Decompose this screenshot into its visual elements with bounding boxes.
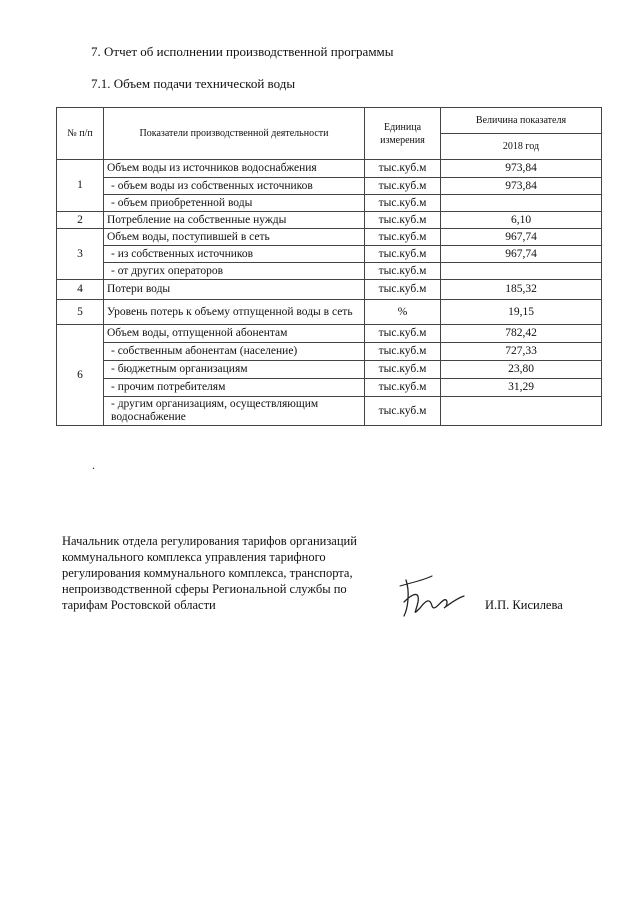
section-heading: 7. Отчет об исполнении производственной программы: [91, 44, 394, 59]
row-indicator: - собственным абонентам (население): [104, 343, 365, 361]
row-value: 967,74: [441, 246, 602, 263]
table-row: [57, 178, 602, 195]
header-num: № п/п: [57, 108, 104, 160]
row-value: 973,84: [441, 160, 602, 178]
row-value: [441, 263, 602, 280]
signatory-name: И.П. Кисилева: [485, 598, 563, 612]
table-row: [57, 280, 602, 300]
table-row: [57, 212, 602, 229]
row-indicator: - бюджетным организациям: [104, 361, 365, 379]
water-supply-table: [56, 107, 602, 426]
row-value: 727,33: [441, 343, 602, 361]
row-value: 6,10: [441, 212, 602, 229]
row-number: 5: [57, 300, 104, 325]
row-number: 4: [57, 280, 104, 300]
row-value: 185,32: [441, 280, 602, 300]
signatory-position: Начальник отдела регулирования тарифов организаций коммунального комплекса управления тарифного регулирования коммунального комплекса, транспорта, непроизводственной сферы Региональной службы по тарифам Ростовской области: [62, 534, 357, 612]
row-unit: тыс.куб.м: [365, 280, 441, 300]
row-number: 2: [57, 212, 104, 229]
row-unit: тыс.куб.м: [365, 212, 441, 229]
row-unit: тыс.куб.м: [365, 160, 441, 178]
row-value: 782,42: [441, 325, 602, 343]
row-indicator: Уровень потерь к объему отпущенной воды в сеть: [104, 300, 365, 325]
table-row: [57, 195, 602, 212]
row-indicator: - объем воды из собственных источников: [104, 178, 365, 195]
row-indicator: - прочим потребителям: [104, 379, 365, 397]
row-unit: тыс.куб.м: [365, 397, 441, 426]
table-row: [57, 343, 602, 361]
row-number: 3: [57, 229, 104, 280]
row-unit: тыс.куб.м: [365, 263, 441, 280]
row-indicator: - объем приобретенной воды: [104, 195, 365, 212]
row-value: 19,15: [441, 300, 602, 325]
row-unit: тыс.куб.м: [365, 178, 441, 195]
row-value: 973,84: [441, 178, 602, 195]
stray-dot: .: [92, 458, 95, 472]
row-indicator: Объем воды, поступившей в сеть: [104, 229, 365, 246]
table-row: [57, 160, 602, 178]
row-unit: тыс.куб.м: [365, 325, 441, 343]
row-indicator: Объем воды, отпущенной абонентам: [104, 325, 365, 343]
row-indicator: - из собственных источников: [104, 246, 365, 263]
row-value: 31,29: [441, 379, 602, 397]
table-row: [57, 300, 602, 325]
table-row: [57, 246, 602, 263]
table-row: [57, 361, 602, 379]
row-indicator: - другим организациям, осуществляющим водоснабжение: [104, 397, 365, 426]
subsection-heading: 7.1. Объем подачи технической воды: [91, 76, 296, 91]
row-unit: тыс.куб.м: [365, 361, 441, 379]
row-unit: тыс.куб.м: [365, 229, 441, 246]
table-row: [57, 397, 602, 426]
header-indicator: Показатели производственной деятельности: [104, 108, 365, 160]
table-row: [57, 325, 602, 343]
row-value: 967,74: [441, 229, 602, 246]
table-row: [57, 229, 602, 246]
row-number: 1: [57, 160, 104, 212]
row-unit: тыс.куб.м: [365, 246, 441, 263]
row-value: [441, 195, 602, 212]
row-indicator: - от других операторов: [104, 263, 365, 280]
header-unit: Единица измерения: [365, 108, 441, 160]
row-indicator: Потери воды: [104, 280, 365, 300]
row-number: 6: [57, 325, 104, 426]
handwritten-signature: [398, 572, 478, 624]
table-row: [57, 263, 602, 280]
row-indicator: Объем воды из источников водоснабжения: [104, 160, 365, 178]
row-value: [441, 397, 602, 426]
row-indicator: Потребление на собственные нужды: [104, 212, 365, 229]
header-value: Величина показателя: [441, 108, 602, 134]
row-unit: %: [365, 300, 441, 325]
row-unit: тыс.куб.м: [365, 195, 441, 212]
row-unit: тыс.куб.м: [365, 379, 441, 397]
header-year: 2018 год: [441, 134, 602, 160]
row-value: 23,80: [441, 361, 602, 379]
row-unit: тыс.куб.м: [365, 343, 441, 361]
table-row: [57, 379, 602, 397]
